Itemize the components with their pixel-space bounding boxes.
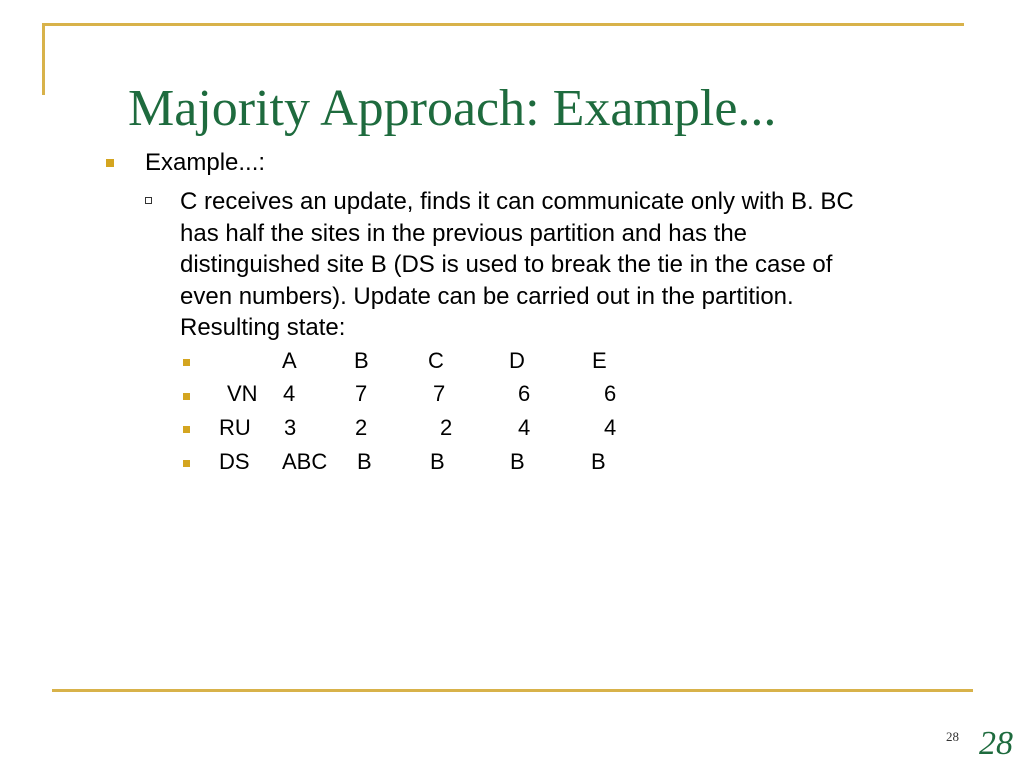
bottom-rule bbox=[52, 689, 973, 692]
table-row-label: RU bbox=[219, 415, 251, 440]
bullet-square-icon bbox=[183, 359, 190, 366]
table-header-cell: D bbox=[509, 348, 525, 373]
table-cell: 6 bbox=[518, 381, 531, 406]
table-row-label: VN bbox=[227, 381, 258, 406]
bullet-level2-paragraph bbox=[180, 186, 995, 344]
paragraph-line: C receives an update, finds it can communicate only with B. BC bbox=[180, 188, 854, 215]
table-row-label: DS bbox=[219, 449, 250, 474]
left-rule bbox=[42, 23, 45, 95]
slide-title: Majority Approach: Example... bbox=[128, 80, 777, 137]
table-cell: 2 bbox=[440, 415, 453, 440]
bullet-square-icon bbox=[106, 159, 114, 167]
table-header-cell: C bbox=[428, 348, 444, 373]
table-cell: B bbox=[510, 449, 525, 474]
paragraph-line: distinguished site B (DS is used to break the tie in the case of bbox=[180, 251, 833, 278]
table-cell: 6 bbox=[604, 381, 617, 406]
bullet-square-icon bbox=[183, 426, 190, 433]
paragraph-line: even numbers). Update can be carried out in the partition. bbox=[180, 282, 794, 310]
paragraph-line: Resulting state: bbox=[180, 314, 346, 341]
table-cell: 7 bbox=[355, 381, 368, 406]
table-header-cell: B bbox=[354, 348, 369, 373]
table-cell: B bbox=[430, 449, 445, 474]
table-cell: B bbox=[357, 449, 372, 474]
table-cell: 4 bbox=[518, 415, 531, 440]
table-cell: 3 bbox=[284, 415, 297, 440]
bullet-square-icon bbox=[183, 460, 190, 467]
table-cell: B bbox=[591, 449, 606, 474]
bullet-square-icon bbox=[183, 393, 190, 400]
table-header-cell: A bbox=[282, 348, 297, 373]
top-rule bbox=[42, 23, 964, 26]
slide-number-large: 28 bbox=[979, 725, 1013, 762]
table-cell: 2 bbox=[355, 415, 368, 440]
table-cell: 4 bbox=[283, 381, 296, 406]
bullet-level1-text: Example...: bbox=[145, 149, 266, 176]
table-cell: 7 bbox=[433, 381, 446, 406]
bullet-hollow-square-icon bbox=[145, 197, 152, 204]
table-header-cell: E bbox=[592, 348, 607, 373]
table-cell: ABC bbox=[282, 449, 328, 474]
paragraph-line: has half the sites in the previous partition and has the bbox=[180, 219, 748, 247]
table-cell: 4 bbox=[604, 415, 617, 440]
slide-number-small: 28 bbox=[946, 729, 959, 744]
